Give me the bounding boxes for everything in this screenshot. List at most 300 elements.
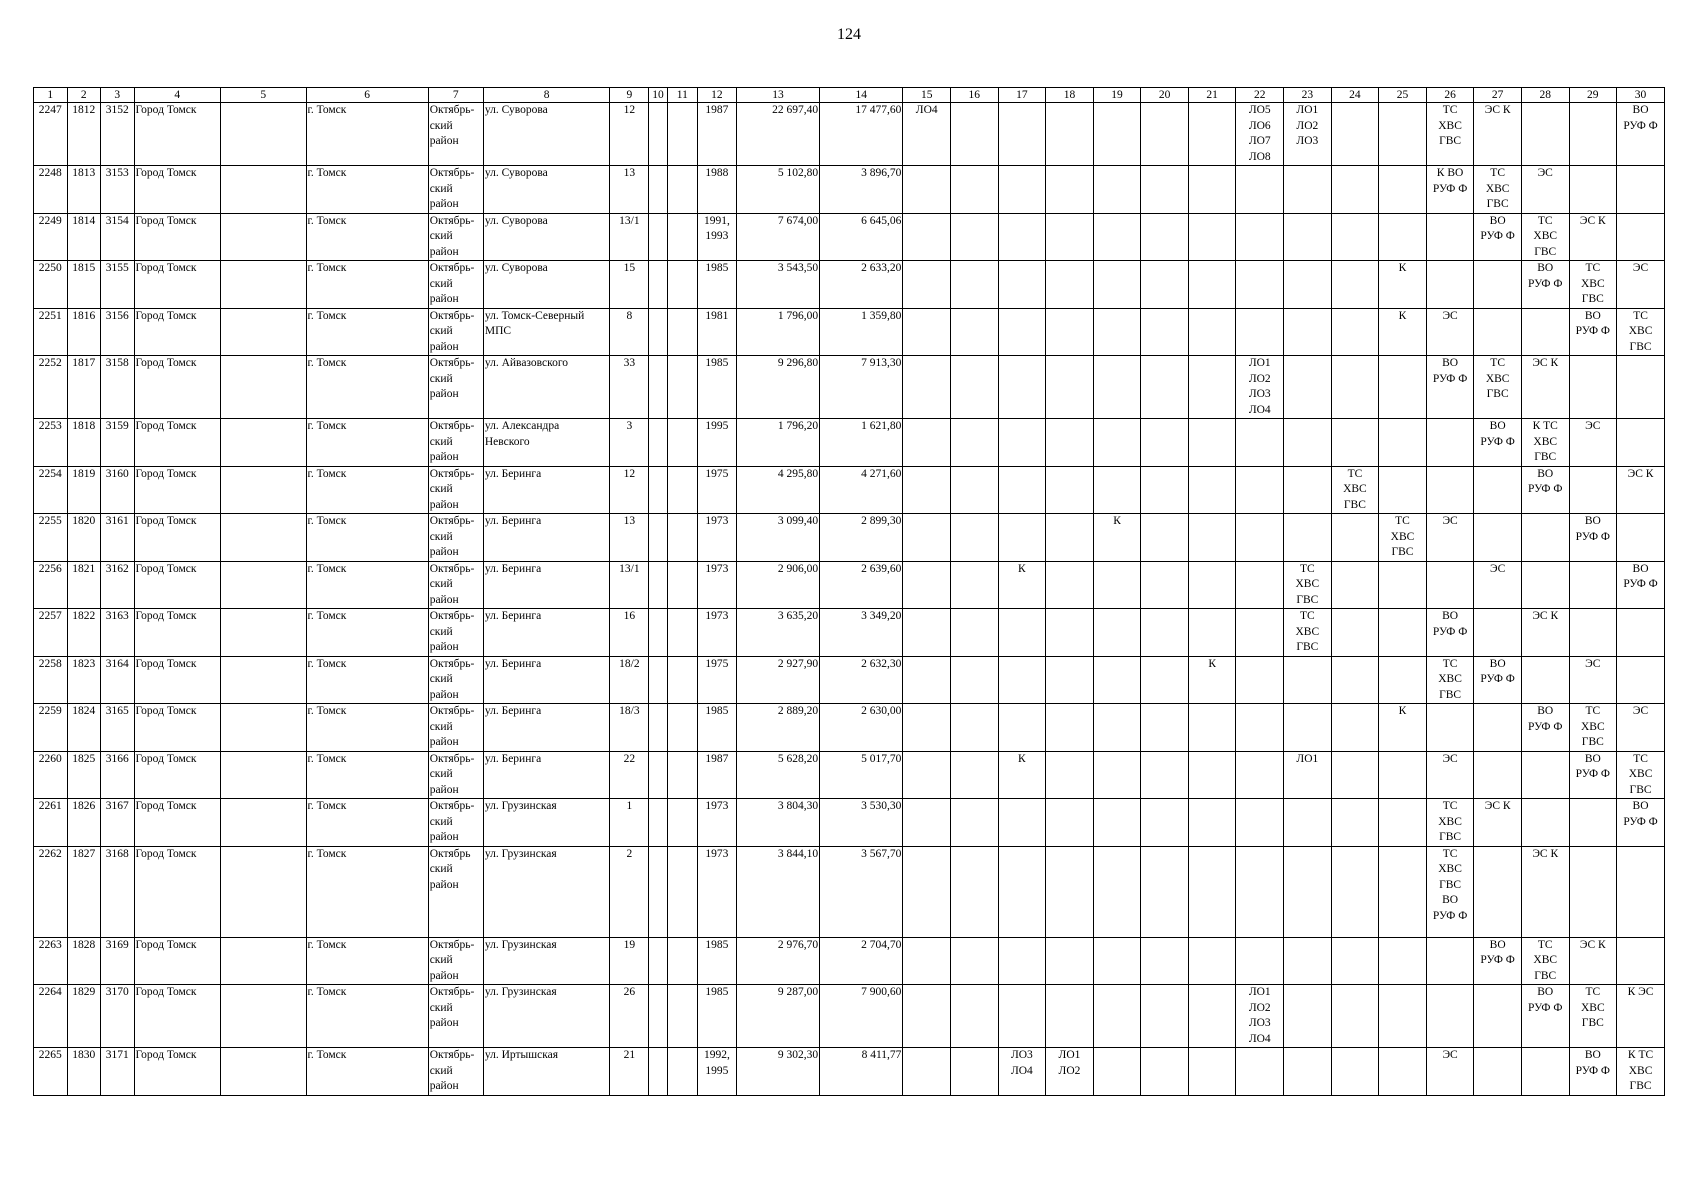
table-row xyxy=(34,419,1665,467)
cell-col-29 xyxy=(1569,103,1617,166)
cell-col-8: ул. Иртышская xyxy=(483,1048,610,1096)
cell-col-25 xyxy=(1379,166,1427,214)
cell-col-24 xyxy=(1331,1048,1379,1096)
cell-col-28: ТС ХВС ГВС xyxy=(1521,937,1569,985)
cell-col-22 xyxy=(1236,308,1284,356)
cell-col-20 xyxy=(1141,514,1189,562)
cell-col-26: ЭС xyxy=(1426,308,1474,356)
cell-col-3: 3155 xyxy=(101,261,135,309)
cell-col-20 xyxy=(1141,261,1189,309)
cell-col-13: 9 287,00 xyxy=(736,985,819,1048)
cell-col-24 xyxy=(1331,656,1379,704)
cell-col-17 xyxy=(998,213,1046,261)
cell-col-8: ул. Суворова xyxy=(483,213,610,261)
cell-col-22: ЛО1 ЛО2 ЛО3 ЛО4 xyxy=(1236,356,1284,419)
cell-col-1: 2263 xyxy=(34,937,68,985)
cell-col-6: г. Томск xyxy=(306,937,428,985)
cell-col-14: 17 477,60 xyxy=(820,103,903,166)
cell-col-8: ул. Суворова xyxy=(483,166,610,214)
cell-col-4: Город Томск xyxy=(134,213,221,261)
cell-col-12: 1985 xyxy=(697,704,736,752)
cell-col-30: ТС ХВС ГВС xyxy=(1617,751,1665,799)
cell-col-3: 3159 xyxy=(101,419,135,467)
cell-col-18 xyxy=(1046,846,1094,937)
cell-col-9: 3 xyxy=(610,419,649,467)
cell-col-6: г. Томск xyxy=(306,704,428,752)
cell-col-25: К xyxy=(1379,261,1427,309)
column-header-2: 2 xyxy=(67,88,101,103)
cell-col-4: Город Томск xyxy=(134,846,221,937)
cell-col-8: ул. Беринга xyxy=(483,466,610,514)
cell-col-23 xyxy=(1284,308,1332,356)
cell-col-7: Октябрь- ский район xyxy=(428,308,483,356)
cell-col-23: ЛО1 xyxy=(1284,751,1332,799)
cell-col-24 xyxy=(1331,103,1379,166)
cell-col-7: Октябрь- ский район xyxy=(428,1048,483,1096)
cell-col-22 xyxy=(1236,846,1284,937)
cell-col-4: Город Томск xyxy=(134,419,221,467)
cell-col-13: 9 302,30 xyxy=(736,1048,819,1096)
cell-col-25 xyxy=(1379,1048,1427,1096)
cell-col-21 xyxy=(1188,561,1236,609)
column-header-18: 18 xyxy=(1046,88,1094,103)
cell-col-4: Город Томск xyxy=(134,751,221,799)
table-row xyxy=(34,656,1665,704)
cell-col-21 xyxy=(1188,103,1236,166)
cell-col-26 xyxy=(1426,213,1474,261)
cell-col-20 xyxy=(1141,561,1189,609)
cell-col-19 xyxy=(1093,419,1141,467)
cell-col-1: 2247 xyxy=(34,103,68,166)
cell-col-14: 8 411,77 xyxy=(820,1048,903,1096)
cell-col-23 xyxy=(1284,704,1332,752)
cell-col-1: 2248 xyxy=(34,166,68,214)
column-header-5: 5 xyxy=(221,88,306,103)
cell-col-11 xyxy=(667,103,697,166)
cell-col-2: 1822 xyxy=(67,609,101,657)
cell-col-24 xyxy=(1331,799,1379,847)
cell-col-16 xyxy=(951,561,999,609)
cell-col-11 xyxy=(667,846,697,937)
cell-col-15 xyxy=(903,985,951,1048)
cell-col-21 xyxy=(1188,937,1236,985)
cell-col-5 xyxy=(221,799,306,847)
cell-col-14: 7 913,30 xyxy=(820,356,903,419)
table-row xyxy=(34,514,1665,562)
cell-col-7: Октябрь ский район xyxy=(428,846,483,937)
cell-col-19 xyxy=(1093,213,1141,261)
cell-col-7: Октябрь- ский район xyxy=(428,799,483,847)
column-header-23: 23 xyxy=(1284,88,1332,103)
cell-col-16 xyxy=(951,261,999,309)
cell-col-16 xyxy=(951,656,999,704)
cell-col-30 xyxy=(1617,356,1665,419)
cell-col-6: г. Томск xyxy=(306,466,428,514)
cell-col-24 xyxy=(1331,308,1379,356)
cell-col-13: 9 296,80 xyxy=(736,356,819,419)
cell-col-27: ВО РУФ Ф xyxy=(1474,213,1522,261)
cell-col-28: К ТС ХВС ГВС xyxy=(1521,419,1569,467)
cell-col-14: 6 645,06 xyxy=(820,213,903,261)
cell-col-11 xyxy=(667,609,697,657)
cell-col-9: 33 xyxy=(610,356,649,419)
cell-col-20 xyxy=(1141,356,1189,419)
cell-col-8: ул. Суворова xyxy=(483,103,610,166)
cell-col-20 xyxy=(1141,308,1189,356)
table-row xyxy=(34,356,1665,419)
cell-col-8: ул. Беринга xyxy=(483,514,610,562)
cell-col-20 xyxy=(1141,846,1189,937)
cell-col-6: г. Томск xyxy=(306,514,428,562)
cell-col-19 xyxy=(1093,166,1141,214)
cell-col-11 xyxy=(667,751,697,799)
cell-col-20 xyxy=(1141,213,1189,261)
column-header-8: 8 xyxy=(483,88,610,103)
cell-col-13: 22 697,40 xyxy=(736,103,819,166)
cell-col-22 xyxy=(1236,751,1284,799)
cell-col-1: 2258 xyxy=(34,656,68,704)
cell-col-25 xyxy=(1379,846,1427,937)
cell-col-19 xyxy=(1093,656,1141,704)
cell-col-12: 1981 xyxy=(697,308,736,356)
cell-col-12: 1987 xyxy=(697,751,736,799)
cell-col-9: 12 xyxy=(610,103,649,166)
cell-col-5 xyxy=(221,166,306,214)
cell-col-17 xyxy=(998,261,1046,309)
table-row xyxy=(34,751,1665,799)
cell-col-21 xyxy=(1188,213,1236,261)
table-row xyxy=(34,799,1665,847)
cell-col-18 xyxy=(1046,166,1094,214)
table-row xyxy=(34,985,1665,1048)
cell-col-4: Город Томск xyxy=(134,466,221,514)
cell-col-26 xyxy=(1426,937,1474,985)
cell-col-23 xyxy=(1284,799,1332,847)
cell-col-14: 1 621,80 xyxy=(820,419,903,467)
cell-col-1: 2265 xyxy=(34,1048,68,1096)
cell-col-6: г. Томск xyxy=(306,166,428,214)
cell-col-21 xyxy=(1188,166,1236,214)
cell-col-4: Город Томск xyxy=(134,985,221,1048)
cell-col-11 xyxy=(667,561,697,609)
cell-col-15 xyxy=(903,846,951,937)
cell-col-28: ТС ХВС ГВС xyxy=(1521,213,1569,261)
cell-col-9: 1 xyxy=(610,799,649,847)
cell-col-22 xyxy=(1236,466,1284,514)
cell-col-23 xyxy=(1284,514,1332,562)
cell-col-4: Город Томск xyxy=(134,799,221,847)
column-header-4: 4 xyxy=(134,88,221,103)
cell-col-17: ЛО3 ЛО4 xyxy=(998,1048,1046,1096)
cell-col-5 xyxy=(221,514,306,562)
table-row xyxy=(34,937,1665,985)
cell-col-28: ВО РУФ Ф xyxy=(1521,466,1569,514)
cell-col-1: 2257 xyxy=(34,609,68,657)
cell-col-13: 1 796,00 xyxy=(736,308,819,356)
cell-col-2: 1817 xyxy=(67,356,101,419)
cell-col-17 xyxy=(998,799,1046,847)
cell-col-19: К xyxy=(1093,514,1141,562)
column-header-20: 20 xyxy=(1141,88,1189,103)
cell-col-30: ЭС К xyxy=(1617,466,1665,514)
cell-col-1: 2256 xyxy=(34,561,68,609)
cell-col-28: ЭС К xyxy=(1521,356,1569,419)
cell-col-21 xyxy=(1188,308,1236,356)
cell-col-9: 13/1 xyxy=(610,561,649,609)
cell-col-26: ЭС xyxy=(1426,751,1474,799)
cell-col-19 xyxy=(1093,466,1141,514)
cell-col-7: Октябрь- ский район xyxy=(428,704,483,752)
cell-col-13: 7 674,00 xyxy=(736,213,819,261)
cell-col-11 xyxy=(667,466,697,514)
cell-col-29: ТС ХВС ГВС xyxy=(1569,261,1617,309)
cell-col-13: 3 635,20 xyxy=(736,609,819,657)
cell-col-13: 1 796,20 xyxy=(736,419,819,467)
cell-col-18 xyxy=(1046,985,1094,1048)
cell-col-6: г. Томск xyxy=(306,656,428,704)
cell-col-7: Октябрь- ский район xyxy=(428,609,483,657)
cell-col-14: 2 704,70 xyxy=(820,937,903,985)
cell-col-6: г. Томск xyxy=(306,419,428,467)
cell-col-30: К ТС ХВС ГВС xyxy=(1617,1048,1665,1096)
cell-col-19 xyxy=(1093,103,1141,166)
cell-col-2: 1818 xyxy=(67,419,101,467)
cell-col-5 xyxy=(221,846,306,937)
cell-col-29: ВО РУФ Ф xyxy=(1569,1048,1617,1096)
column-header-21: 21 xyxy=(1188,88,1236,103)
cell-col-17 xyxy=(998,514,1046,562)
cell-col-11 xyxy=(667,937,697,985)
cell-col-5 xyxy=(221,1048,306,1096)
cell-col-2: 1820 xyxy=(67,514,101,562)
cell-col-7: Октябрь- ский район xyxy=(428,514,483,562)
cell-col-8: ул. Томск-Северный МПС xyxy=(483,308,610,356)
cell-col-2: 1821 xyxy=(67,561,101,609)
cell-col-19 xyxy=(1093,985,1141,1048)
cell-col-24 xyxy=(1331,261,1379,309)
cell-col-2: 1826 xyxy=(67,799,101,847)
cell-col-6: г. Томск xyxy=(306,103,428,166)
cell-col-9: 21 xyxy=(610,1048,649,1096)
cell-col-26: ЭС xyxy=(1426,1048,1474,1096)
cell-col-12: 1973 xyxy=(697,609,736,657)
cell-col-2: 1828 xyxy=(67,937,101,985)
cell-col-29: ЭС К xyxy=(1569,937,1617,985)
cell-col-13: 3 804,30 xyxy=(736,799,819,847)
column-header-13: 13 xyxy=(736,88,819,103)
cell-col-17 xyxy=(998,466,1046,514)
cell-col-4: Город Томск xyxy=(134,166,221,214)
cell-col-29: ЭС К xyxy=(1569,213,1617,261)
cell-col-15 xyxy=(903,609,951,657)
cell-col-25 xyxy=(1379,985,1427,1048)
cell-col-27: ВО РУФ Ф xyxy=(1474,656,1522,704)
cell-col-24 xyxy=(1331,846,1379,937)
cell-col-17: К xyxy=(998,751,1046,799)
cell-col-15 xyxy=(903,561,951,609)
cell-col-28 xyxy=(1521,751,1569,799)
cell-col-25 xyxy=(1379,356,1427,419)
cell-col-25 xyxy=(1379,937,1427,985)
cell-col-19 xyxy=(1093,799,1141,847)
cell-col-24 xyxy=(1331,561,1379,609)
cell-col-16 xyxy=(951,356,999,419)
cell-col-21: К xyxy=(1188,656,1236,704)
cell-col-25 xyxy=(1379,419,1427,467)
cell-col-19 xyxy=(1093,751,1141,799)
cell-col-23 xyxy=(1284,985,1332,1048)
cell-col-6: г. Томск xyxy=(306,799,428,847)
cell-col-14: 2 630,00 xyxy=(820,704,903,752)
cell-col-14: 1 359,80 xyxy=(820,308,903,356)
cell-col-9: 13 xyxy=(610,514,649,562)
cell-col-8: ул. Грузинская xyxy=(483,846,610,937)
cell-col-24 xyxy=(1331,213,1379,261)
cell-col-28: ЭС xyxy=(1521,166,1569,214)
cell-col-29: ЭС xyxy=(1569,419,1617,467)
cell-col-16 xyxy=(951,166,999,214)
cell-col-12: 1995 xyxy=(697,419,736,467)
cell-col-27 xyxy=(1474,846,1522,937)
cell-col-1: 2250 xyxy=(34,261,68,309)
cell-col-22 xyxy=(1236,213,1284,261)
cell-col-19 xyxy=(1093,1048,1141,1096)
cell-col-12: 1973 xyxy=(697,561,736,609)
cell-col-10 xyxy=(649,166,667,214)
cell-col-18 xyxy=(1046,561,1094,609)
cell-col-26 xyxy=(1426,704,1474,752)
cell-col-21 xyxy=(1188,704,1236,752)
cell-col-29 xyxy=(1569,846,1617,937)
cell-col-21 xyxy=(1188,985,1236,1048)
cell-col-13: 3 099,40 xyxy=(736,514,819,562)
cell-col-14: 5 017,70 xyxy=(820,751,903,799)
cell-col-28 xyxy=(1521,103,1569,166)
cell-col-18 xyxy=(1046,704,1094,752)
cell-col-23 xyxy=(1284,846,1332,937)
cell-col-13: 3 844,10 xyxy=(736,846,819,937)
cell-col-24 xyxy=(1331,356,1379,419)
cell-col-23 xyxy=(1284,261,1332,309)
cell-col-3: 3166 xyxy=(101,751,135,799)
column-header-14: 14 xyxy=(820,88,903,103)
cell-col-6: г. Томск xyxy=(306,751,428,799)
cell-col-10 xyxy=(649,846,667,937)
table-row xyxy=(34,704,1665,752)
cell-col-9: 8 xyxy=(610,308,649,356)
column-header-16: 16 xyxy=(951,88,999,103)
cell-col-16 xyxy=(951,466,999,514)
cell-col-9: 2 xyxy=(610,846,649,937)
cell-col-6: г. Томск xyxy=(306,356,428,419)
cell-col-20 xyxy=(1141,609,1189,657)
cell-col-13: 2 906,00 xyxy=(736,561,819,609)
cell-col-26: ТС ХВС ГВС xyxy=(1426,799,1474,847)
cell-col-8: ул. Айвазовского xyxy=(483,356,610,419)
cell-col-3: 3167 xyxy=(101,799,135,847)
cell-col-21 xyxy=(1188,514,1236,562)
cell-col-15 xyxy=(903,514,951,562)
column-header-3: 3 xyxy=(101,88,135,103)
cell-col-27: ВО РУФ Ф xyxy=(1474,419,1522,467)
cell-col-25: К xyxy=(1379,308,1427,356)
cell-col-15 xyxy=(903,261,951,309)
cell-col-28 xyxy=(1521,561,1569,609)
cell-col-10 xyxy=(649,609,667,657)
cell-col-11 xyxy=(667,1048,697,1096)
cell-col-8: ул. Беринга xyxy=(483,751,610,799)
cell-col-6: г. Томск xyxy=(306,261,428,309)
column-header-28: 28 xyxy=(1521,88,1569,103)
cell-col-15 xyxy=(903,466,951,514)
cell-col-16 xyxy=(951,609,999,657)
cell-col-9: 18/2 xyxy=(610,656,649,704)
cell-col-4: Город Томск xyxy=(134,514,221,562)
cell-col-29: ТС ХВС ГВС xyxy=(1569,704,1617,752)
cell-col-6: г. Томск xyxy=(306,1048,428,1096)
cell-col-19 xyxy=(1093,308,1141,356)
cell-col-10 xyxy=(649,103,667,166)
cell-col-28 xyxy=(1521,799,1569,847)
cell-col-27 xyxy=(1474,466,1522,514)
cell-col-7: Октябрь- ский район xyxy=(428,751,483,799)
cell-col-26: К ВО РУФ Ф xyxy=(1426,166,1474,214)
cell-col-16 xyxy=(951,1048,999,1096)
cell-col-22 xyxy=(1236,704,1284,752)
cell-col-15: ЛО4 xyxy=(903,103,951,166)
table-row xyxy=(34,1048,1665,1096)
cell-col-1: 2260 xyxy=(34,751,68,799)
cell-col-27 xyxy=(1474,1048,1522,1096)
cell-col-14: 2 639,60 xyxy=(820,561,903,609)
cell-col-26: ВО РУФ Ф xyxy=(1426,356,1474,419)
cell-col-16 xyxy=(951,985,999,1048)
cell-col-20 xyxy=(1141,985,1189,1048)
cell-col-20 xyxy=(1141,419,1189,467)
cell-col-10 xyxy=(649,799,667,847)
cell-col-14: 2 632,30 xyxy=(820,656,903,704)
cell-col-28: ВО РУФ Ф xyxy=(1521,985,1569,1048)
cell-col-7: Октябрь- ский район xyxy=(428,419,483,467)
cell-col-22 xyxy=(1236,799,1284,847)
cell-col-15 xyxy=(903,751,951,799)
cell-col-11 xyxy=(667,514,697,562)
cell-col-12: 1985 xyxy=(697,937,736,985)
cell-col-5 xyxy=(221,704,306,752)
register-table xyxy=(33,87,1665,1096)
cell-col-3: 3171 xyxy=(101,1048,135,1096)
cell-col-12: 1985 xyxy=(697,356,736,419)
cell-col-21 xyxy=(1188,799,1236,847)
cell-col-27: ТС ХВС ГВС xyxy=(1474,356,1522,419)
cell-col-1: 2264 xyxy=(34,985,68,1048)
cell-col-21 xyxy=(1188,419,1236,467)
cell-col-11 xyxy=(667,261,697,309)
cell-col-16 xyxy=(951,937,999,985)
cell-col-30: ВО РУФ Ф xyxy=(1617,561,1665,609)
cell-col-22 xyxy=(1236,561,1284,609)
cell-col-3: 3156 xyxy=(101,308,135,356)
cell-col-8: ул. Грузинская xyxy=(483,937,610,985)
cell-col-3: 3170 xyxy=(101,985,135,1048)
cell-col-20 xyxy=(1141,656,1189,704)
cell-col-2: 1812 xyxy=(67,103,101,166)
cell-col-18 xyxy=(1046,103,1094,166)
page-number: 124 xyxy=(837,26,861,43)
cell-col-21 xyxy=(1188,261,1236,309)
cell-col-16 xyxy=(951,308,999,356)
column-header-25: 25 xyxy=(1379,88,1427,103)
